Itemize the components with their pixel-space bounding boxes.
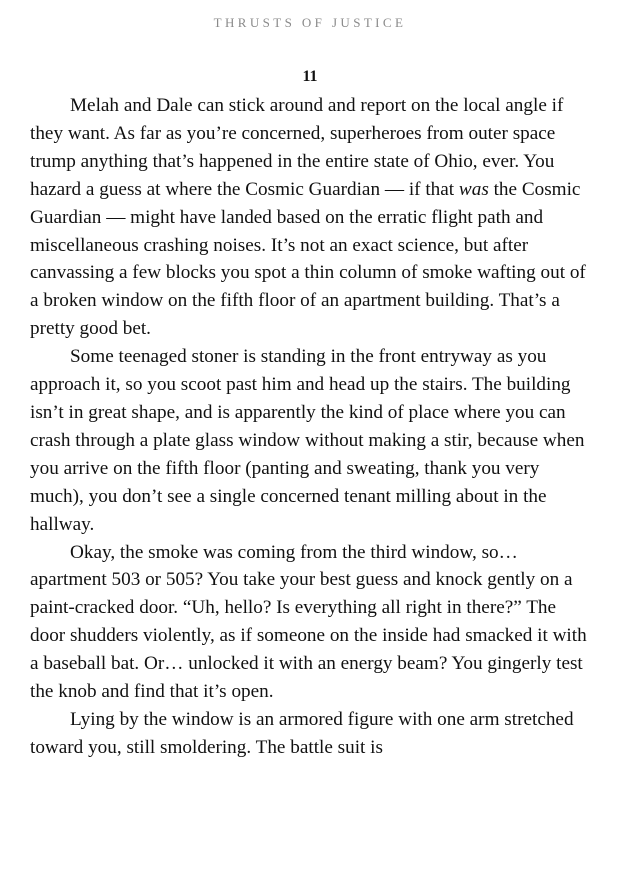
paragraph-4: Lying by the window is an armored figure with one arm stretched toward you, still smoldering. The battle suit is — [30, 708, 574, 758]
paragraph-1-text-start: Melah and Dale can stick around and report on the local angle if they want. As far as you’re concerned, superheroes from outer space trump anything that’s happened in the entire state of Ohio, ever. You hazard a guess at where the Cosmic Guardian — if that — [30, 95, 564, 200]
paragraph-1-emphasis: was — [458, 178, 489, 200]
paragraph-1-text-end: the Cosmic Guardian — might have landed based on the erratic flight path and miscellaneous crashing noises. It’s not an exact science, but after canvassing a few blocks you spot a thin column of smoke wafting out of a broken window on the fifth floor of an apartment building. That’s a pretty good bet. — [30, 178, 586, 340]
paragraph-3: Okay, the smoke was coming from the third window, so… apartment 503 or 505? You take your best guess and knock gently on a paint-cracked door. “Uh, hello? Is everything all right in there?” The door shudders violently, as if someone on the inside had smacked it with a baseball bat. Or… unlocked it with an energy beam? You gingerly test the knob and find that it’s open. — [30, 541, 587, 703]
running-head-title: THRUSTS OF JUSTICE — [213, 15, 407, 30]
paragraph-1 — [30, 92, 595, 343]
chapter-number: 11 — [302, 68, 318, 85]
paragraph-2: Some teenaged stoner is standing in the front entryway as you approach it, so you scoot past him and head up the stairs. The building isn’t in great shape, and is apparently the kind of place where you can crash through a plate glass window without making a stir, because when you arrive on the fifth floor (panting and sweating, thank you very much), you don’t see a single concerned tenant milling about in the hallway. — [30, 346, 585, 535]
chapter-body — [30, 92, 595, 762]
